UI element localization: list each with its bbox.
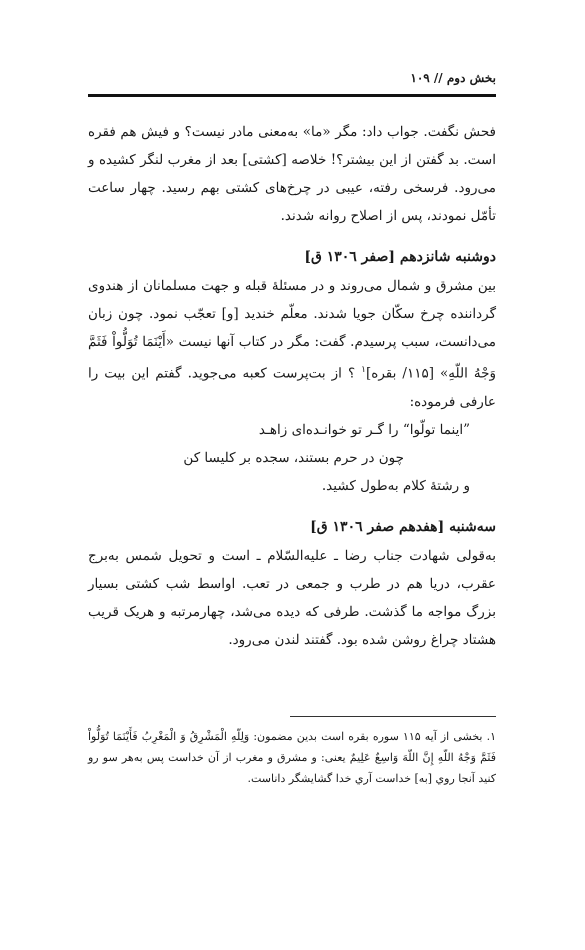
footnote-reference[interactable]: ۱ (361, 365, 366, 375)
paragraph-tuesday: به‌قولی شهادت جناب رضا ـ علیه‌السّلام ـ است و تحویل شمس به‌برج عقرب، دریا هم در طرب و جمعی در تعب. اواسط شب کشتی بسیار بزرگ مواجه ما گذشت. طرفی که دیده می‌شد، چهارمرتبه و هریک قریب هشتاد چراغ روشن شده بود. گفتند لندن می‌رود. (88, 547, 496, 648)
continuation-line: و رشتهٔ کلام به‌طول کشید. (321, 477, 470, 494)
entry-heading-tuesday: سه‌شنبه [هفدهم صفر ۱۳۰٦ ق] (310, 518, 496, 535)
paragraph-opening: فحش نگفت. جواب داد: مگر «ما» به‌معنی مادر نیست؟ و فیش هم فقره است. بد گفتن از این بیشتر؟! خلاصه [کشتی] بعد از مغرب لنگر کشیده و می‌رود. فرسخی رفته، عیبی در چرخ‌های کشتی بهم رسید. چهار ساعت تأمّل نمودند، پس از اصلاح روانه شدند. (88, 124, 496, 224)
monday-text-part2: ؟ از بت‌پرست کعبه می‌جوید. گفتم این بیت را عارفی فرموده: (88, 365, 496, 410)
monday-text-part1: بین مشرق و شمال می‌روند و در مسئلهٔ قبله و جهت مسلمانان از هندوی گرداننده چرخ سکّان جویا شدند. معلّم خندید [و] تعجّب نمود. چون زبان می‌دانست، سبب پرسیدم. گفت: مگر در کتاب آنها نیست «أَيْنَمَا تُوَلُّواْ فَثَمَّ وَجْهُ اللّهِ» [۱۱۵/ بقره] (88, 278, 496, 382)
running-header: بخش دوم // ۱۰۹ (410, 71, 496, 85)
paragraph-monday (88, 272, 496, 416)
page-body (88, 118, 496, 654)
footnote: ۱. بخشی از آیه ۱۱۵ سوره بقره است بدین مضمون: وَلِلّهِ الْمَشْرِقُ وَ الْمَغْرِبُ فَأَيْنَمَا تُوَلُّواْ فَثَمَّ وَجْهُ اللّهِ إِنَّ اللّهَ وَاسِعٌ عَلِيمٌ یعنی: و مشرق و مغرب از آن خداست پس به‌هر سو رو کنید آنجا روي [به] خداست آري خدا گشایشگر داناست. (88, 730, 496, 785)
verse-line-1: ”اینما تولّوا“ را گـر تو خوانـده‌ای زاهـد (258, 421, 470, 438)
entry-heading-monday: دوشنبه شانزدهم [صفر ۱۳۰٦ ق] (304, 249, 496, 265)
verse-line-2: چون در حرم بستند، سجده بر کلیسا کن (183, 449, 404, 466)
footnote-rule (290, 716, 496, 717)
header-rule (88, 94, 496, 97)
